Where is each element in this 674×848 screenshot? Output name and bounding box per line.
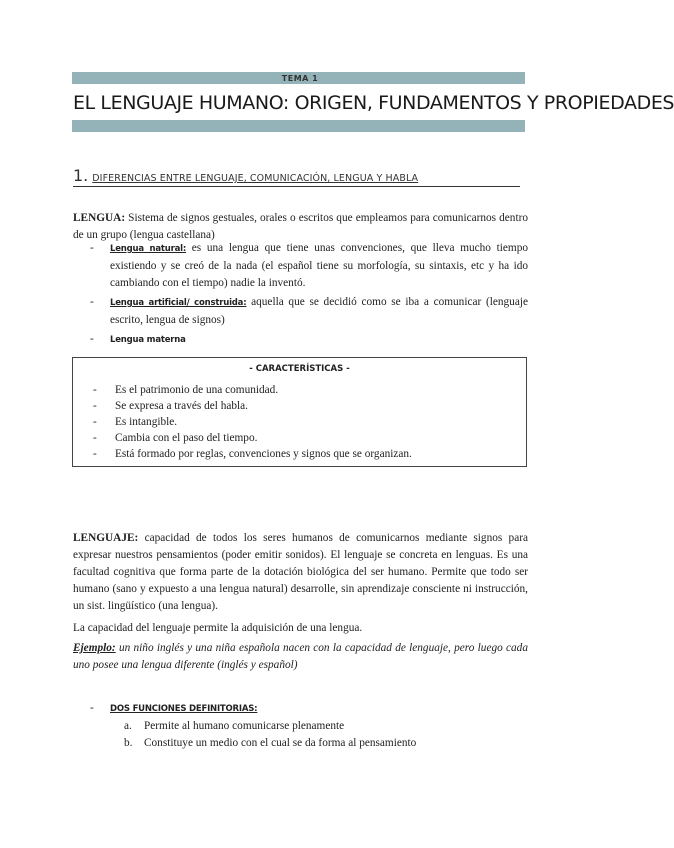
caracteristicas-box xyxy=(72,357,527,467)
lenguaje-example xyxy=(73,640,528,674)
example-label: Ejemplo: xyxy=(73,642,116,654)
lengua-definition xyxy=(73,210,528,244)
list-item-lengua-natural xyxy=(110,240,528,292)
bullet-dash: - xyxy=(90,296,94,308)
bullet-dash: - xyxy=(90,702,94,714)
lenguaje-definition-text: capacidad de todos los seres humanos de comunicarnos mediante signos para expresar nuestros pensamientos (poder emitir sonidos). El lenguaje se concreta en lenguas. Es una facultad cognitiva que forma parte de la dotación biológica del ser humano. Permite que todo ser humano (sano y expuesto a una lengua natural) desarrolle, sin aprendizaje consciente ni instrucción, un sist. lingüístico (una lengua). xyxy=(73,532,528,612)
item-text: es una lengua que tiene unas convenciones, que lleva mucho tiempo existiendo y se creó de la nada (el español tiene su morfología, su sintaxis, etc y ha ido cambiando con el tiempo) nadie la inventó. xyxy=(110,242,528,289)
lenguaje-term: LENGUAJE: xyxy=(73,532,139,544)
lenguaje-definition xyxy=(73,530,528,615)
lenguaje-capacity: La capacidad del lenguaje permite la adquisición de una lengua. xyxy=(73,622,363,634)
caracteristicas-title: - CARACTERÍSTICAS - xyxy=(249,364,350,374)
example-text: un niño inglés y una niña española nacen con la capacidad de lenguaje, pero luego cada uno posee una lengua diferente (inglés y español) xyxy=(73,642,528,671)
header-band-bottom xyxy=(72,120,525,132)
list-item: - Está formado por reglas, convenciones y signos que se organizan. xyxy=(93,448,412,460)
list-item-lengua-materna xyxy=(110,331,528,349)
section-heading xyxy=(73,166,520,187)
list-item-lengua-artificial xyxy=(110,294,528,329)
item-term: Lengua materna xyxy=(110,335,186,345)
list-item: - Es el patrimonio de una comunidad. xyxy=(93,384,279,396)
bullet-dash: - xyxy=(90,242,94,254)
list-item: - Cambia con el paso del tiempo. xyxy=(93,432,258,444)
page-title: EL LENGUAJE HUMANO: ORIGEN, FUNDAMENTOS Y PROPIEDADES xyxy=(73,92,674,114)
bullet-dash: - xyxy=(90,333,94,345)
list-item: b. Constituye un medio con el cual se da forma al pensamiento xyxy=(124,737,417,749)
tema-label: TEMA 1 xyxy=(281,74,319,83)
list-item: - Es intangible. xyxy=(93,416,178,428)
item-term: Lengua artificial/ construida: xyxy=(110,298,247,308)
lengua-term: LENGUA: xyxy=(73,212,126,224)
item-term: Lengua natural: xyxy=(110,244,187,254)
funciones-title: DOS FUNCIONES DEFINITORIAS: xyxy=(110,704,258,714)
section-title: DIFERENCIAS ENTRE LENGUAJE, COMUNICACIÓN, LENGUA Y HABLA xyxy=(92,173,419,184)
section-number: 1. xyxy=(73,166,89,185)
item-text: aquella que se decidió como se iba a comunicar (lenguaje escrito, lengua de signos) xyxy=(110,296,528,326)
list-item: - Se expresa a través del habla. xyxy=(93,400,248,412)
list-item: a. Permite al humano comunicarse plenamente xyxy=(124,720,345,732)
lengua-definition-text: Sistema de signos gestuales, orales o escritos que empleamos para comunicarnos dentro de un grupo (lengua castellana) xyxy=(73,212,529,241)
